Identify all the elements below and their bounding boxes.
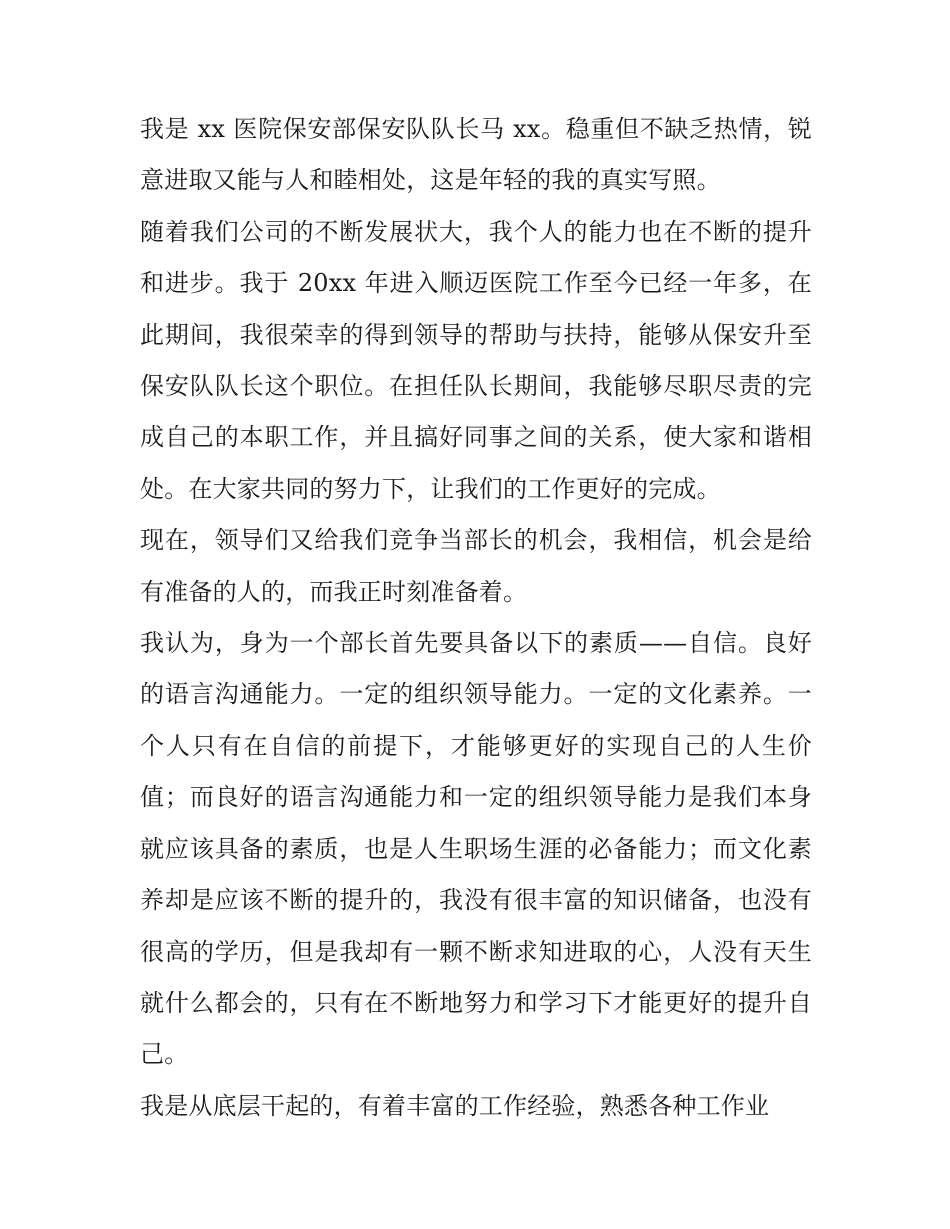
paragraph-career: 随着我们公司的不断发展状大，我个人的能力也在不断的提升和进步。我于 20xx 年进入顺迈医院工作至今已经一年多，在此期间，我很荣幸的得到领导的帮助与扶持，能够从保安升至保安队队长这个职位。在担任队长期间，我能够尽职尽责的完成自己的本职工作，并且搞好同事之间的关系，使大家和谐相处。在大家共同的努力下，让我们的工作更好的完成。 [140,217,812,503]
document-body [140,104,812,1132]
paragraph-opportunity: 现在，领导们又给我们竞争当部长的机会，我相信，机会是给有准备的人的，而我正时刻准备着。 [140,526,812,606]
paragraph-intro: 我是 xx 医院保安部保安队队长马 xx。稳重但不缺乏热情，锐意进取又能与人和睦相处，这是年轻的我的真实写照。 [140,115,812,195]
paragraph-experience: 我是从底层干起的，有着丰富的工作经验，熟悉各种工作业 [140,1091,770,1120]
paragraph-qualities: 我认为，身为一个部长首先要具备以下的素质——自信。良好的语言沟通能力。一定的组织领导能力。一定的文化素养。一个人只有在自信的前提下，才能够更好的实现自己的人生价值；而良好的语言沟通能力和一定的组织领导能力是我们本身就应该具备的素质，也是人生职场生涯的必备能力；而文化素养却是应该不断的提升的，我没有很丰富的知识储备，也没有很高的学历，但是我却有一颗不断求知进取的心，人没有天生就什么都会的，只有在不断地努力和学习下才能更好的提升自己。 [140,629,812,1069]
